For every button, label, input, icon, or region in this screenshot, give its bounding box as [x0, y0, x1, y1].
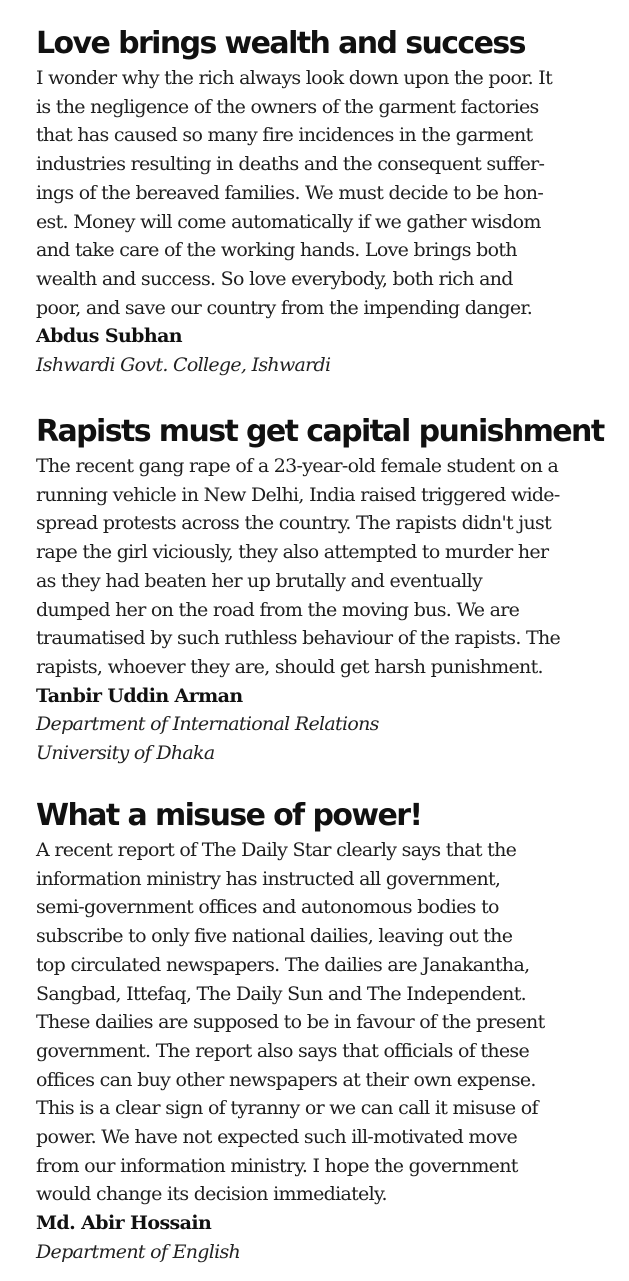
body-line: that has caused so many fire incidences in the garment	[36, 124, 533, 147]
body-line: power. We have not expected such ill-motivated move	[36, 1126, 518, 1149]
letter-rapists-punishment	[36, 414, 621, 768]
body-line: information ministry has instructed all government,	[36, 867, 501, 890]
letter-author: Tanbir Uddin Arman	[36, 684, 243, 707]
letter-love-brings-wealth	[36, 26, 621, 380]
body-line: spread protests across the country. The rapists didn't just	[36, 512, 552, 535]
body-line: dumped her on the road from the moving bus. We are	[36, 598, 520, 621]
letter-affiliation: Department of International Relations	[36, 713, 379, 736]
body-line: industries resulting in deaths and the consequent suffer-	[36, 153, 545, 176]
body-line: est. Money will come automatically if we gather wisdom	[36, 210, 541, 233]
body-line: would change its decision immediately.	[36, 1183, 387, 1206]
letter-author: Abdus Subhan	[36, 325, 182, 348]
body-line: The recent gang rape of a 23-year-old female student on a	[36, 455, 559, 477]
body-line: A recent report of The Daily Star clearly says that the	[36, 839, 517, 861]
body-line: This is a clear sign of tyranny or we can call it misuse of	[36, 1097, 538, 1120]
letter-body	[36, 64, 621, 322]
body-line: wealth and success. So love everybody, both rich and	[36, 267, 513, 290]
body-line: Sangbad, Ittefaq, The Daily Sun and The Independent.	[36, 982, 526, 1005]
body-line: as they had beaten her up brutally and eventually	[36, 569, 483, 592]
body-line: is the negligence of the owners of the garment factories	[36, 95, 539, 118]
letter-author: Md. Abir Hossain	[36, 1212, 212, 1235]
letter-affiliation: University of Dhaka	[36, 742, 215, 765]
body-line: subscribe to only five national dailies, leaving out the	[36, 925, 513, 948]
body-line: top circulated newspapers. The dailies are Janakantha,	[36, 953, 530, 976]
body-line: I wonder why the rich always look down upon the poor. It	[36, 67, 553, 89]
body-line: government. The report also says that officials of these	[36, 1039, 530, 1062]
body-line: rapists, whoever they are, should get harsh punishment.	[36, 655, 543, 678]
body-line: from our information ministry. I hope the government	[36, 1154, 518, 1177]
letter-headline: What a misuse of power!	[36, 798, 422, 833]
letter-headline: Love brings wealth and success	[36, 26, 525, 61]
letter-headline: Rapists must get capital punishment	[36, 414, 604, 449]
body-line: traumatised by such ruthless behaviour of the rapists. The	[36, 627, 561, 650]
body-line: poor, and save our country from the impending danger.	[36, 296, 533, 319]
letter-body	[36, 836, 621, 1209]
body-line: semi-government offices and autonomous bodies to	[36, 896, 499, 919]
body-line: running vehicle in New Delhi, India raised triggered wide-	[36, 483, 560, 506]
body-line: These dailies are supposed to be in favour of the present	[36, 1011, 545, 1034]
letter-affiliation: Department of English	[36, 1240, 241, 1263]
body-line: offices can buy other newspapers at their own expense.	[36, 1068, 536, 1091]
letter-misuse-of-power	[36, 798, 621, 1267]
body-line: rape the girl viciously, they also attempted to murder her	[36, 541, 549, 564]
body-line: ings of the bereaved families. We must decide to be hon-	[36, 181, 544, 204]
letter-affiliation: Ishwardi Govt. College, Ishwardi	[36, 354, 331, 377]
body-line: and take care of the working hands. Love brings both	[36, 239, 517, 262]
letter-body	[36, 452, 621, 682]
